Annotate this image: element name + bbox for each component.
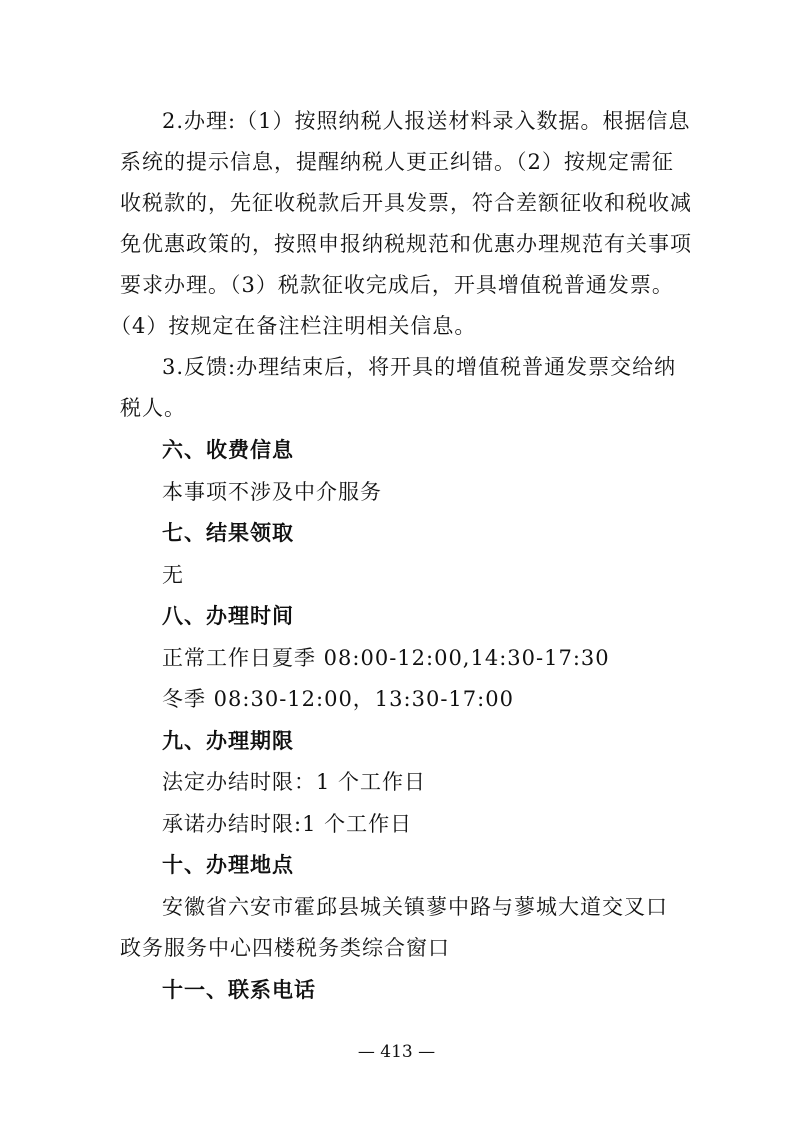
- section-text-location: 安徽省六安市霍邱县城关镇蓼中路与蓼城大道交叉口: [162, 895, 668, 919]
- section-heading-limit: 九、办理期限: [162, 729, 294, 753]
- body-line: （4）按规定在备注栏注明相关信息。: [110, 314, 477, 338]
- section-text-limit: 承诺办结时限:1 个工作日: [162, 812, 413, 836]
- body-line: 税人。: [120, 396, 186, 420]
- section-text-fee: 本事项不涉及中介服务: [162, 480, 382, 504]
- section-text-time: 冬季 08:30-12:00，13:30-17:00: [162, 687, 514, 711]
- section-text-limit: 法定办结时限：1 个工作日: [162, 770, 427, 794]
- section-heading-location: 十、办理地点: [162, 853, 294, 877]
- body-line: 收税款的，先征收税款后开具发票，符合差额征收和税收减: [120, 191, 692, 215]
- body-line: 2.办理:（1）按照纳税人报送材料录入数据。根据信息: [162, 109, 691, 133]
- section-heading-phone: 十一、联系电话: [162, 978, 316, 1002]
- body-line: 3.反馈:办理结束后，将开具的增值税普通发票交给纳: [162, 355, 677, 379]
- section-heading-result: 七、结果领取: [162, 521, 294, 545]
- section-heading-time: 八、办理时间: [162, 604, 294, 628]
- section-text-result: 无: [162, 563, 184, 587]
- body-line: 免优惠政策的，按照申报纳税规范和优惠办理规范有关事项: [120, 232, 692, 256]
- page-number: — 413 —: [357, 1042, 436, 1062]
- section-text-location: 政务服务中心四楼税务类综合窗口: [120, 936, 450, 960]
- section-heading-fee: 六、收费信息: [162, 438, 294, 462]
- section-text-time: 正常工作日夏季 08:00-12:00,14:30-17:30: [162, 646, 610, 670]
- body-line: 要求办理。（3）税款征收完成后，开具增值税普通发票。: [120, 273, 674, 297]
- body-line: 系统的提示信息，提醒纳税人更正纠错。（2）按规定需征: [120, 150, 674, 174]
